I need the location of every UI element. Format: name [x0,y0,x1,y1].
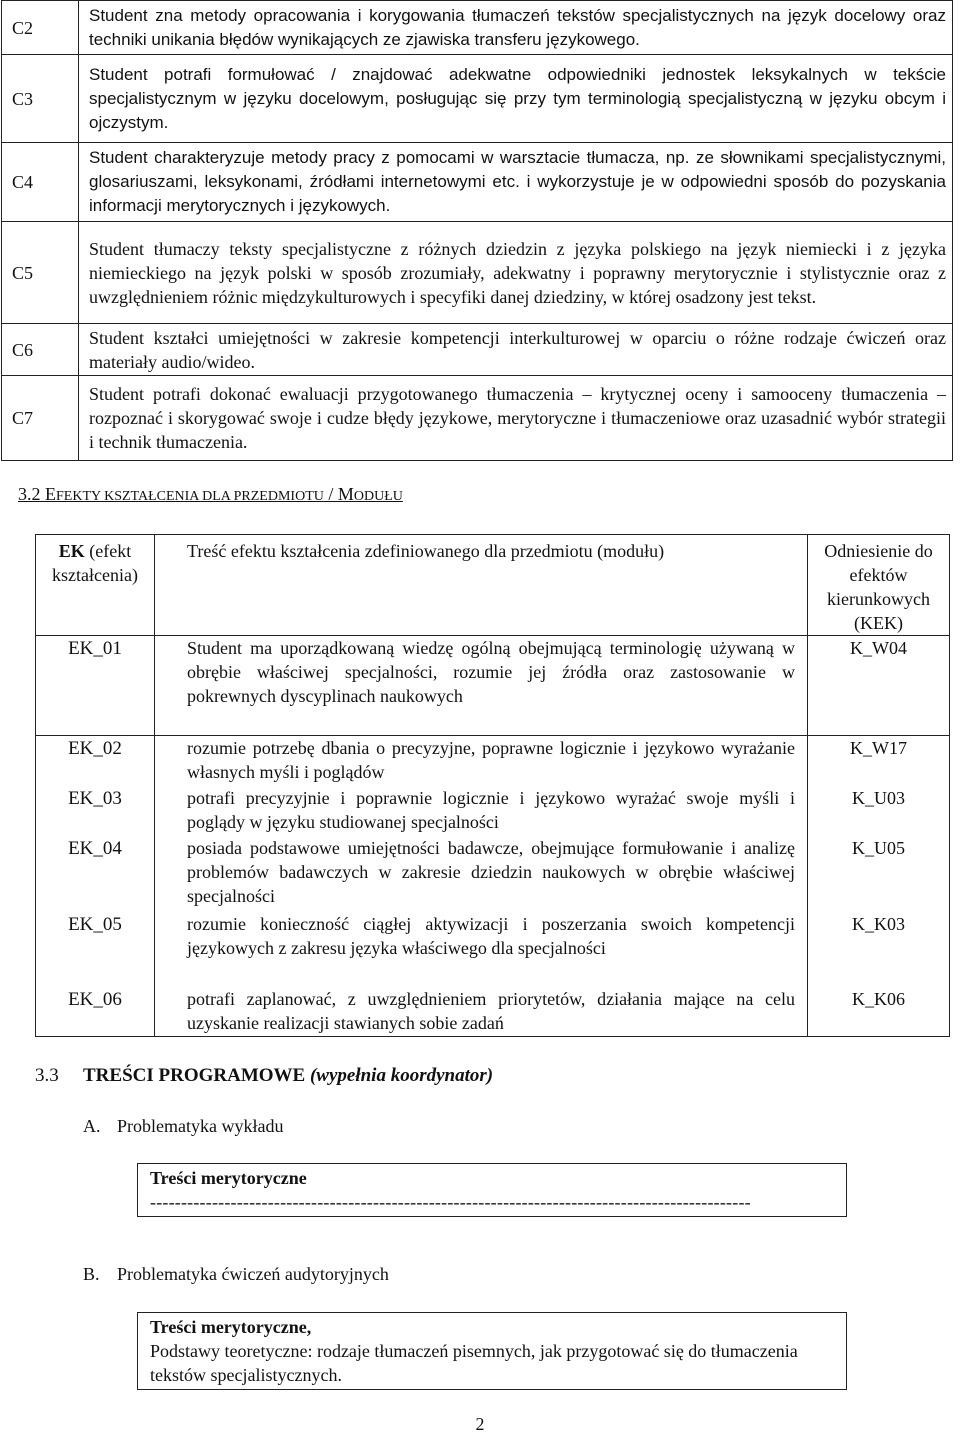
kek-code: K_K03 [808,912,950,987]
box-title: Treści merytoryczne, [150,1317,312,1337]
page-number: 2 [475,1414,485,1434]
goal-row [2,222,953,324]
goal-code: C4 [2,143,79,222]
kek-code: K_U05 [808,836,950,912]
section-number: 3.2 [18,484,41,504]
goal-code: C2 [2,1,79,55]
table-header-row [36,535,950,636]
table-row [36,912,950,987]
table-row [36,987,950,1037]
section-title: TREŚCI PROGRAMOWE [83,1065,306,1086]
ek-code-text: EK_05 [68,913,122,935]
ek-code [36,836,155,912]
ek-code-text: EK_04 [68,837,122,859]
part-b-heading [83,1262,389,1286]
learning-outcomes-table [35,534,950,1037]
heading-initial-m: M [337,484,354,504]
part-letter: A. [83,1116,101,1136]
ek-text: rozumie potrzebę dbania o precyzyjne, poprawne logicznie i językowo wyrażanie własnych myśli i poglądów [155,736,808,786]
header-kek [808,535,950,636]
goal-row [2,324,953,376]
section-number: 3.3 [35,1065,59,1086]
box-content: ------------------------------------------------------------------------------------------------- [150,1192,751,1212]
section-3-2-heading [18,482,403,509]
ek-code [36,736,155,786]
ek-text: potrafi precyzyjnie i poprawnie logicznie i językowo wyrażać swoje myśli i poglądy w języku studiowanej specjalności [155,786,808,836]
goals-table [1,0,953,461]
ek-code [36,636,155,736]
table-row [36,836,950,912]
goal-text: Student potrafi formułować / znajdować adekwatne odpowiedniki jednostek leksykalnych w tekście specjalistycznym w języku docelowym, posługując się przy tym terminologią specjalistyczną w języku obcym i ojczystym. [79,55,953,143]
ek-code [36,987,155,1037]
kek-code: K_K06 [808,987,950,1037]
table-row [36,636,950,736]
heading-part-2: ODUŁU [353,489,403,504]
kek-code: K_W17 [808,736,950,786]
goal-text: Student charakteryzuje metody pracy z pomocami w warsztacie tłumacza, np. ze słownikami specjalistycznymi, glosariuszami, leksykonami, źródłami internetowymi etc. i wykorzystuje je w odpowiedni sposób do pozyskania informacji merytorycznych i językowych. [79,143,953,222]
part-title: Problematyka wykładu [117,1116,284,1136]
header-ek [36,535,155,636]
table-row [36,736,950,786]
header-content: Treść efektu kształcenia zdefiniowanego dla przedmiotu (modułu) [155,535,808,636]
heading-part-1: FEKTY KSZTAŁCENIA DLA PRZEDMIOTU [56,489,324,504]
goal-row [2,143,953,222]
goal-text: Student potrafi dokonać ewaluacji przygotowanego tłumaczenia – krytycznej oceny i samooceny tłumaczenia – rozpoznać i skorygować swoje i cudze błędy językowe, merytoryczne i tłumaczeniowe oraz uzasadnić wybór strategii i technik tłumaczenia. [79,376,953,461]
goal-code: C3 [2,55,79,143]
goal-text: Student tłumaczy teksty specjalistyczne z różnych dziedzin z języka polskiego na język niemiecki i z języka niemieckiego na język polski w sposób zrozumiały, adekwatny i poprawny merytorycznie i stylistycznie oraz z uwzględnieniem różnic międzykulturowych i specyfiki danej dziedziny, w której osadzony jest tekst. [79,222,953,324]
ek-code [36,786,155,836]
goal-row [2,1,953,55]
kek-code: K_U03 [808,786,950,836]
ek-code-text: EK_03 [68,787,122,809]
ek-text: Student ma uporządkowaną wiedzę ogólną obejmującą terminologię używaną w obrębie właściwej specjalności, rozumie jej źródła oraz zastosowanie w pokrewnych dyscyplinach naukowych [155,636,808,736]
goal-text: Student zna metody opracowania i korygowania tłumaczeń tekstów specjalistycznych na język docelowy oraz techniki unikania błędów wynikających ze zjawiska transferu językowego. [79,1,953,55]
box-title: Treści merytoryczne [150,1168,307,1188]
section-3-3-heading [35,1064,493,1088]
box-row [138,1164,847,1217]
header-kek-bold: (KEK) [854,613,903,633]
goal-row [2,376,953,461]
goal-row [2,55,953,143]
goal-code: C5 [2,222,79,324]
part-b-content-box [137,1312,847,1390]
kek-code: K_W04 [808,636,950,736]
ek-code-text: EK_01 [68,638,122,659]
box-cell [138,1313,847,1390]
goal-text: Student kształci umiejętności w zakresie kompetencji interkulturowej w oparciu o różne rodzaje ćwiczeń oraz materiały audio/wideo. [79,324,953,376]
section-note: (wypełnia koordynator) [309,1065,494,1086]
header-ek-bold: EK [58,541,85,561]
ek-code-text: EK_02 [68,738,122,759]
box-content: Podstawy teoretyczne: rodzaje tłumaczeń pisemnych, jak przygotować się do tłumaczenia tekstów specjalistycznych. [150,1341,798,1385]
part-a-content-box [137,1163,847,1217]
header-kek-text: Odniesienie do efektów kierunkowych [824,541,933,609]
heading-initial-e: E [45,484,56,504]
part-title: Problematyka ćwiczeń audytoryjnych [117,1264,389,1284]
ek-text: rozumie konieczność ciągłej aktywizacji i poszerzania swoich kompetencji językowych z zakresu języka właściwego dla specjalności [155,912,808,987]
part-a-heading [83,1114,283,1138]
ek-code-text: EK_06 [68,988,122,1010]
box-cell [138,1164,847,1217]
part-letter: B. [83,1264,100,1284]
header-ek-rest: (efekt kształcenia) [52,541,138,585]
box-row [138,1313,847,1390]
table-row [36,786,950,836]
goal-code: C6 [2,324,79,376]
ek-text: potrafi zaplanować, z uwzględnieniem priorytetów, działania mające na celu uzyskanie realizacji stawianych sobie zadań [155,987,808,1037]
ek-text: posiada podstawowe umiejętności badawcze, obejmujące formułowanie i analizę problemów badawczych w zakresie dziedzin naukowych w obrębie właściwej specjalności [155,836,808,912]
goal-code: C7 [2,376,79,461]
ek-code [36,912,155,987]
heading-slash: / [323,484,338,504]
